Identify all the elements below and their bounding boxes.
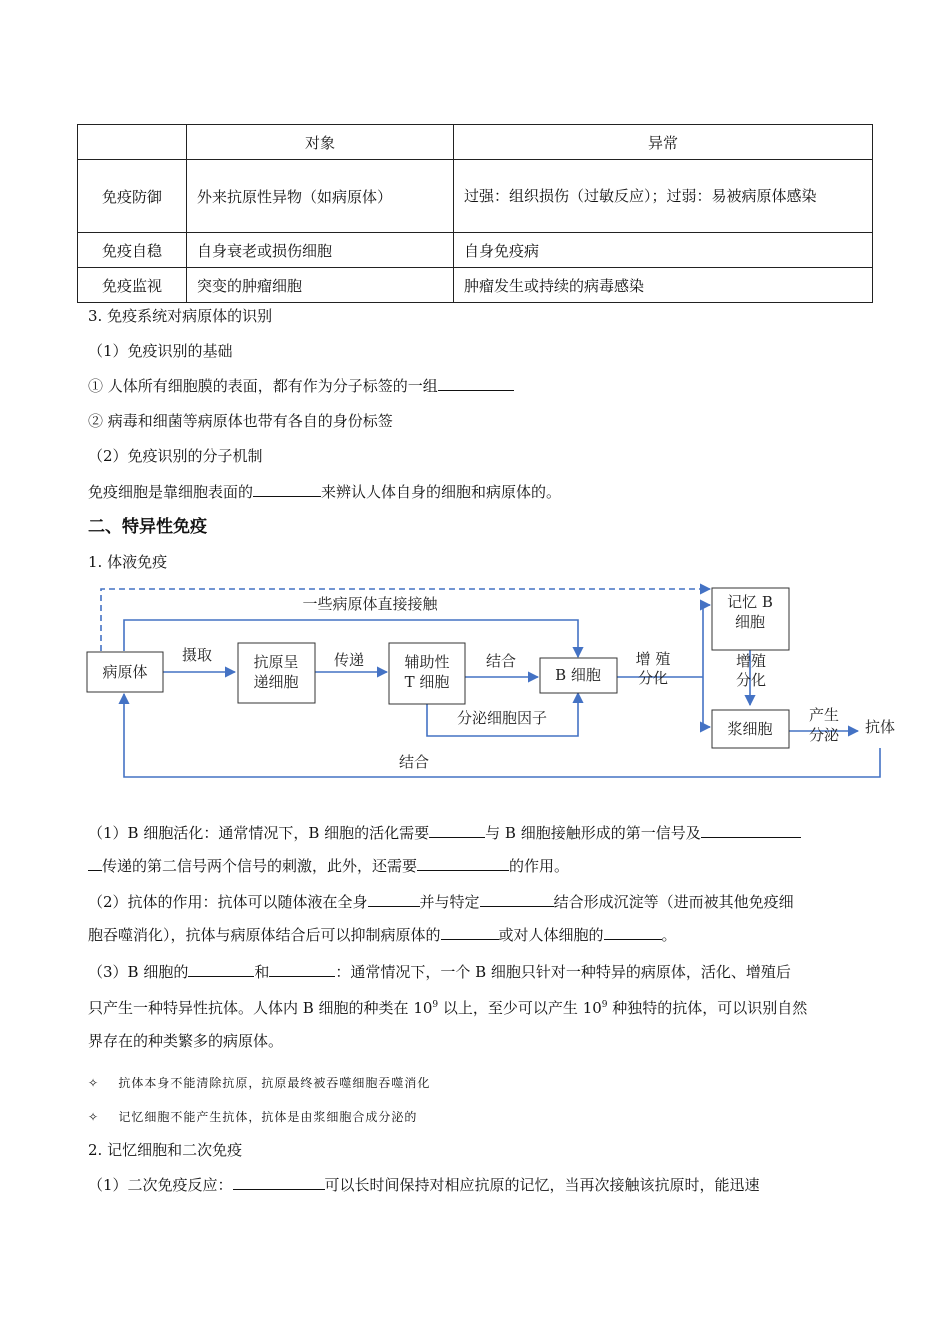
mechanism-text-a: 免疫细胞是靠细胞表面的 bbox=[88, 483, 254, 501]
section3-item2: ② 病毒和细菌等病原体也带有各自的身份标签 bbox=[88, 412, 393, 430]
fill-blank[interactable] bbox=[438, 375, 514, 391]
q3-exponent-1: 9 bbox=[432, 1000, 439, 1010]
immune-function-table bbox=[77, 124, 873, 303]
q2-text-e: 或对人体细胞的 bbox=[498, 926, 604, 944]
question-antibody-function bbox=[88, 886, 868, 952]
humoral-immunity-diagram bbox=[0, 580, 950, 785]
fill-blank[interactable] bbox=[429, 822, 485, 838]
question-bcell-specificity bbox=[88, 956, 868, 1058]
memory-title: 2. 记忆细胞和二次免疫 bbox=[88, 1141, 243, 1159]
table-header-target: 对象 bbox=[187, 125, 454, 160]
q1-text-b: 与 B 细胞接触形成的第一信号及 bbox=[485, 824, 701, 842]
label-plasma: 浆细胞 bbox=[727, 720, 773, 738]
label-memory-1: 记忆 B bbox=[727, 593, 773, 611]
section3-sub2: （2）免疫识别的分子机制 bbox=[88, 447, 263, 465]
table-header-empty bbox=[78, 125, 187, 160]
label-prolif2-2: 分化 bbox=[735, 671, 767, 689]
table-row-target: 外来抗原性异物（如病原体） bbox=[187, 160, 454, 233]
fill-blank[interactable] bbox=[701, 822, 801, 838]
label-helper-2: T 细胞 bbox=[404, 673, 450, 691]
diamond-bullet-icon: ✧ bbox=[88, 1076, 100, 1090]
fill-blank[interactable] bbox=[253, 481, 321, 497]
question-secondary-response bbox=[88, 1174, 760, 1196]
note-1-text: 抗体本身不能清除抗原，抗原最终被吞噬细胞吞噬消化 bbox=[118, 1076, 431, 1090]
humoral-title: 1. 体液免疫 bbox=[88, 553, 168, 571]
table-row-name: 免疫监视 bbox=[78, 268, 187, 303]
table-row-name: 免疫自稳 bbox=[78, 233, 187, 268]
mechanism-text-b: 来辨认人体自身的细胞和病原体的。 bbox=[321, 483, 562, 501]
label-apc-2: 递细胞 bbox=[253, 673, 299, 691]
label-antibody: 抗体 bbox=[864, 718, 896, 736]
q1-text-a: （1）B 细胞活化：通常情况下，B 细胞的活化需要 bbox=[88, 824, 430, 842]
q2-text-f: 。 bbox=[661, 926, 677, 944]
fill-blank[interactable] bbox=[368, 891, 420, 907]
q4-text-b: 可以长时间保持对相应抗原的记忆，当再次接触该抗原时，能迅速 bbox=[324, 1176, 760, 1194]
label-prolif-1: 增 殖 bbox=[635, 650, 671, 668]
q3-text-g: 界存在的种类繁多的病原体。 bbox=[88, 1032, 284, 1050]
q3-text-b: 和 bbox=[254, 963, 270, 981]
fill-blank[interactable] bbox=[441, 924, 499, 940]
label-secrete-1: 产生 bbox=[808, 706, 840, 724]
label-apc-1: 抗原呈 bbox=[253, 653, 299, 671]
section3-mechanism bbox=[88, 481, 561, 503]
q3-text-f: 种独特的抗体，可以识别自然 bbox=[607, 999, 808, 1017]
table-row-target: 突变的肿瘤细胞 bbox=[187, 268, 454, 303]
fill-blank[interactable] bbox=[269, 961, 335, 977]
fill-blank[interactable] bbox=[88, 855, 102, 871]
diamond-bullet-icon: ✧ bbox=[88, 1110, 100, 1124]
q3-exponent-2: 9 bbox=[601, 1000, 608, 1010]
label-pathogen: 病原体 bbox=[102, 663, 148, 681]
section3-title: 3. 免疫系统对病原体的识别 bbox=[88, 307, 273, 325]
label-prolif-2: 分化 bbox=[637, 669, 669, 687]
q4-text-a: （1）二次免疫反应： bbox=[88, 1176, 233, 1194]
q2-text-d: 胞吞噬消化），抗体与病原体结合后可以抑制病原体的 bbox=[88, 926, 441, 944]
note-2 bbox=[88, 1106, 417, 1128]
question-bcell-activation bbox=[88, 817, 868, 883]
label-transfer: 传递 bbox=[333, 651, 365, 669]
label-memory-2: 细胞 bbox=[734, 613, 766, 631]
section3-sub1: （1）免疫识别的基础 bbox=[88, 342, 233, 360]
fill-blank[interactable] bbox=[188, 961, 254, 977]
table-row-abnormal: 过强：组织损伤（过敏反应）；过弱：易被病原体感染 bbox=[454, 160, 873, 233]
table-row-abnormal: 自身免疫病 bbox=[454, 233, 873, 268]
q3-text-a: （3）B 细胞的 bbox=[88, 963, 189, 981]
note-2-text: 记忆细胞不能产生抗体，抗体是由浆细胞合成分泌的 bbox=[118, 1110, 418, 1124]
q2-text-b: 并与特定 bbox=[419, 893, 480, 911]
label-uptake: 摄取 bbox=[181, 646, 213, 664]
q2-text-c: 结合形成沉淀等（进而被其他免疫细 bbox=[553, 893, 794, 911]
item1-text: ① 人体所有细胞膜的表面，都有作为分子标签的一组 bbox=[88, 377, 438, 395]
fill-blank[interactable] bbox=[417, 855, 509, 871]
label-prolif2-1: 增殖 bbox=[735, 652, 767, 670]
table-row-name: 免疫防御 bbox=[78, 160, 187, 233]
label-direct-contact: 一些病原体直接接触 bbox=[302, 595, 438, 613]
section3-item1 bbox=[88, 375, 514, 397]
table-row-abnormal: 肿瘤发生或持续的病毒感染 bbox=[454, 268, 873, 303]
table-header-abnormal: 异常 bbox=[454, 125, 873, 160]
label-bcell: B 细胞 bbox=[555, 666, 601, 684]
fill-blank[interactable] bbox=[604, 924, 662, 940]
label-helper-1: 辅助性 bbox=[404, 653, 450, 671]
label-bind1: 结合 bbox=[485, 652, 517, 670]
table-row-target: 自身衰老或损伤细胞 bbox=[187, 233, 454, 268]
q3-text-e: 以上，至少可以产生 10 bbox=[438, 999, 602, 1017]
label-bind2: 结合 bbox=[398, 753, 430, 771]
q1-text-d: 的作用。 bbox=[509, 857, 570, 875]
label-secrete-2: 分泌 bbox=[808, 726, 840, 744]
fill-blank[interactable] bbox=[480, 891, 554, 907]
label-cytokine: 分泌细胞因子 bbox=[456, 709, 548, 727]
note-1 bbox=[88, 1072, 430, 1094]
q3-text-c: ：通常情况下，一个 B 细胞只针对一种特异的病原体，活化、增殖后 bbox=[335, 963, 791, 981]
q2-text-a: （2）抗体的作用：抗体可以随体液在全身 bbox=[88, 893, 368, 911]
q3-text-d: 只产生一种特异性抗体。人体内 B 细胞的种类在 10 bbox=[88, 999, 433, 1017]
fill-blank[interactable] bbox=[233, 1174, 325, 1190]
q1-text-c: 传递的第二信号两个信号的刺激，此外，还需要 bbox=[102, 857, 418, 875]
heading-specific-immunity: 二、特异性免疫 bbox=[88, 517, 207, 537]
